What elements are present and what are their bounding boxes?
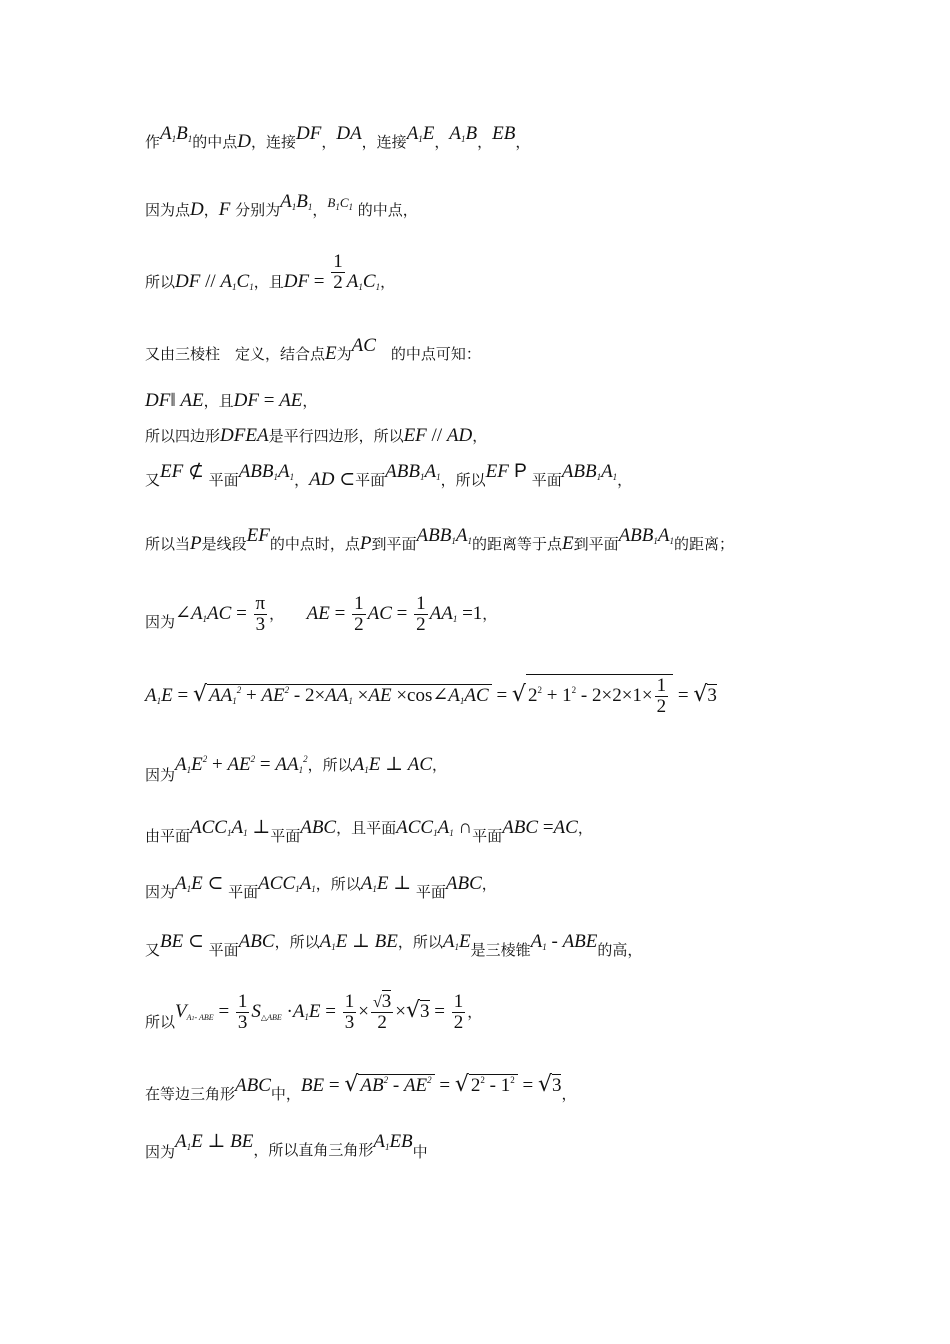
line-11: 因为$A_1E^2 + AE^2 = AA_1^2$，所以$A_1E$ ⊥ AC，: [145, 754, 448, 784]
line-12: 由平面$ACC_1A_1$ ⊥平面ABC，且平面$ACC_1A_1$ ∩平面ABC =AC，: [145, 817, 593, 845]
line-7: 又EF ⊄ 平面$ABB_1A_1$，AD ⊂平面$ABB_1A_1$，所以EF P 平面$ABB_1A_1$，: [145, 461, 633, 490]
line-9: 因为$\angle A_1AC$ = $\frac{\pi}{3}$ ， AE = $\frac{1}{2}$ AC = $\frac{1}{2}$ $AA_1 =1$，: [145, 593, 498, 635]
line-16: 在等边三角形ABC中，BE = √ $AB^2 - AE^2$ = √ $2^2 - 1^2 = √3$，: [145, 1072, 577, 1103]
line-6: 所以四边形DFEA是平行四边形，所以EF // AD，: [145, 425, 488, 446]
line-1: 作$A_1B_1$的中点D，连接DF，DA，连接$A_1E$，$A_1B$，EB，: [145, 123, 531, 152]
line-14: 又BE ⊂ 平面ABC，所以$A_1E$ ⊥ BE，所以$A_1E$是三棱锥$A_1$ - ABE的高，: [145, 931, 643, 959]
line-15: 所以$V_{A1- ABE}$ = $\frac{1}{3}$ $S_{\triangle ABE} \cdot A_1E$ = $\frac{1}{3}$ × $\frac{√3}{2}$ ×√3 = $\frac{1}{2}$ ，: [145, 991, 483, 1033]
line-17: 因为$A_1E$ ⊥ BE，所以直角三角形$A_1EB$中: [145, 1131, 428, 1161]
line-2: 因为点D，F 分别为$A_1B_1$，$^{B_1C_1}$ 的中点，: [145, 191, 418, 220]
line-5: DF‖ AE，且DF = AE，: [145, 390, 318, 411]
line-10: $A_1E$ = √ $AA_1^2 + AE^2 - 2\times AA_1 \times AE$ $\times\cos\angle A_1AC$ = √ $2^2 + 1^2 - 2\times 2\times 1\times$ $\frac{1}{2}$ = √3: [145, 675, 717, 717]
line-13: 因为$A_1E$ ⊂ 平面$ACC_1A_1$，所以$A_1E$ ⊥ 平面ABC，: [145, 873, 497, 901]
line-4: 又由三棱柱 定义，结合点E为AC 的中点可知：: [145, 335, 481, 364]
line-8: 所以当P是线段EF的中点时，点P到平面$ABB_1A_1$的距离等于点E到平面$ABB_1A_1$的距离；: [145, 525, 735, 554]
line-3: 所以DF // $A_1C_1$，且DF = $\frac{1}{2}$ $A_1C_1$，: [145, 251, 396, 293]
